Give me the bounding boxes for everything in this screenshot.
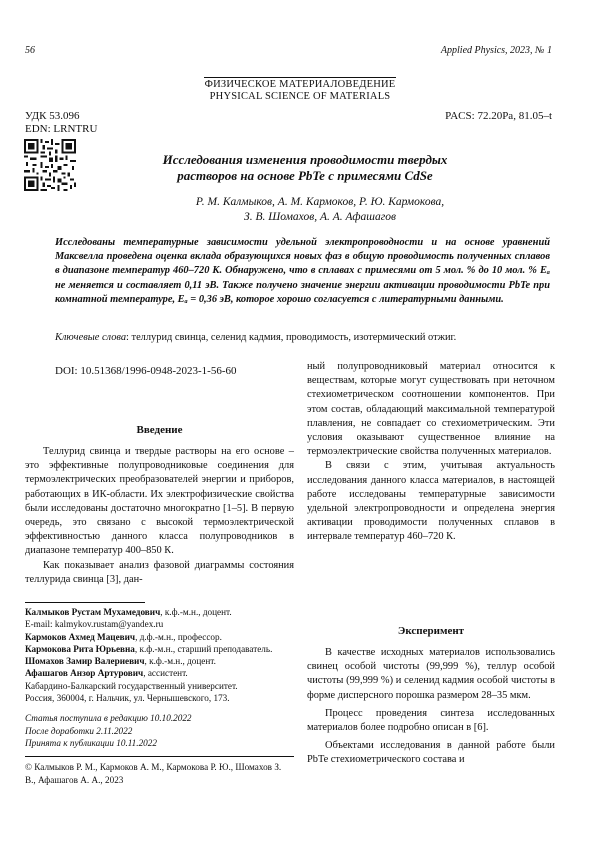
author-1 [25,606,294,618]
author-5-name: Афашагов Анзор Артурович [25,668,144,679]
author-1-email[interactable]: E-mail: kalmykov.rustam@yandex.ru [25,619,164,630]
experiment-paragraph-1: В качестве исходных материалов использовались свинец особой чистоты (99,999 %), теллур особой чистоты (99,999 %) и селенид кадмия особой чистоты в форме дисперсного порошка размером 28–35 мкм. [307,647,555,701]
page-number: 56 [25,45,35,56]
author-4 [25,655,294,667]
udk-code: УДК 53.096 [25,110,80,122]
copyright: © Калмыков Р. М., Кармоков А. М., Кармокова Р. Ю., Шомахов З. В., Афашагов А. А., 2023 [25,762,282,785]
authors-line-1: Р. М. Калмыков, А. М. Кармоков, Р. Ю. Кармокова, [195,196,445,208]
author-3-title: , к.ф.-м.н., старший преподаватель. [134,643,273,654]
author-4-title: , к.ф.-м.н., доцент. [144,656,216,667]
edn-code: EDN: LRNTRU [25,123,98,135]
date-revised: После доработки 2.11.2022 [25,725,133,736]
author-3-name: Кармокова Рита Юрьевна [25,643,135,654]
keywords [55,331,550,345]
copyright-rule [25,749,294,757]
article-ids [25,110,97,136]
experiment-paragraph-2: Процесс проведения синтеза исследованных материалов более подробно описан в [6]. [307,707,555,734]
authors [140,195,500,225]
section-title-ru: ФИЗИЧЕСКОЕ МАТЕРИАЛОВЕДЕНИЕ [204,79,396,90]
author-1-name: Калмыков Рустам Мухамедович [25,607,161,617]
intro-heading: Введение [136,424,183,436]
footnote-rule [25,602,145,603]
author-2 [25,631,294,643]
author-2-name: Кармоков Ахмед Мацевич [25,631,136,642]
right-paragraph-2: В связи с этим, учитывая актуальность исследования данного класса материалов, в настоящей работе исследованы температурные зависимости удельной электропроводности и определена энергия активации проводимости полученных сплавов в интервале температур 460–720 К. [307,460,555,543]
date-received: Статья поступила в редакцию 10.10.2022 [25,713,192,724]
section-heading [0,77,600,103]
pacs-code: PACS: 72.20Pa, 81.05–t [445,110,552,122]
experiment-column [307,646,555,768]
author-4-name: Шомахов Замир Валериевич [25,656,145,667]
intro-paragraph-2: Как показывает анализ фазовой диаграммы состояния теллурида свинца [3], дан- [25,559,294,585]
date-accepted: Принята к публикации 10.11.2022 [25,737,157,748]
section-rule [204,77,396,78]
journal-header: Applied Physics, 2023, № 1 [440,45,552,56]
doi[interactable]: DOI: 10.51368/1996-0948-2023-1-56-60 [55,365,237,377]
author-footnotes [25,606,294,786]
author-2-title: , д.ф.-м.н., профессор. [135,631,222,642]
author-5-title: , ассистент. [143,668,188,679]
affiliation-1: Кабардино-Балкарский государственный университет. [25,680,238,691]
author-3 [25,643,294,655]
right-column [307,360,555,545]
right-paragraph-1: ный полупроводниковый материал относится к веществам, которые могут существовать при неточном стехиометрическом соотношении компонентов. При этом состав, обладающий максимальной температурой плавления, не совпадает со стехиометрическим. Эти условия оказывают существенное влияние на термоэлектрические свойства полученных материалов. [307,361,555,458]
keywords-text: : теллурид свинца, селенид кадмия, проводимость, изотермический отжиг. [126,332,457,343]
intro-paragraph-1: Теллурид свинца и твердые растворы на его основе – это эффективные полупроводниковые соединения для термоэлектрических преобразователей энергии и приборов, работающих в ИК-области. Их электрофизические свойства были исследованы достаточно многократно [1–5]. В первую очередь, это связано с высокой термоэлектрической эффективностью данного класса полупроводников в диапазоне температур 400–850 К. [25,446,294,557]
author-5 [25,667,294,679]
experiment-paragraph-3: Объектами исследования в данной работе были PbTe стехиометрического состава и [307,740,555,766]
affiliation-2: Россия, 360004, г. Нальчик, ул. Чернышевского, 173. [25,693,230,704]
section-title-en: PHYSICAL SCIENCE OF MATERIALS [209,91,391,102]
experiment-heading: Эксперимент [397,625,465,637]
keywords-label: Ключевые слова [55,332,127,343]
authors-line-2: З. В. Шомахов, А. А. Афашагов [244,211,396,223]
left-column [25,445,294,587]
author-1-title: , к.ф.-м.н., доцент. [160,607,232,617]
article-title: Исследования изменения проводимости твердых растворов на основе PbTe с примесями CdSe [162,152,448,183]
qr-code-image[interactable] [24,139,76,191]
abstract: Исследованы температурные зависимости удельной электропроводности и на основе уравнений Максвелла проведена оценка вклада образующихся новых фаз в общую проводимость полученных сплавов в диапазоне температур 460–720 К. Обнаружено, что в сплавах с примесями от 5 мол. % до 10 мол. % Eₐ не меняется и составляет 0,11 эВ. Также получено значение энергии активации проводимости PbTe при комнатной температуре, Eₐ = 0,36 эВ, которое хорошо согласуется с литературными данными. [55,237,550,305]
